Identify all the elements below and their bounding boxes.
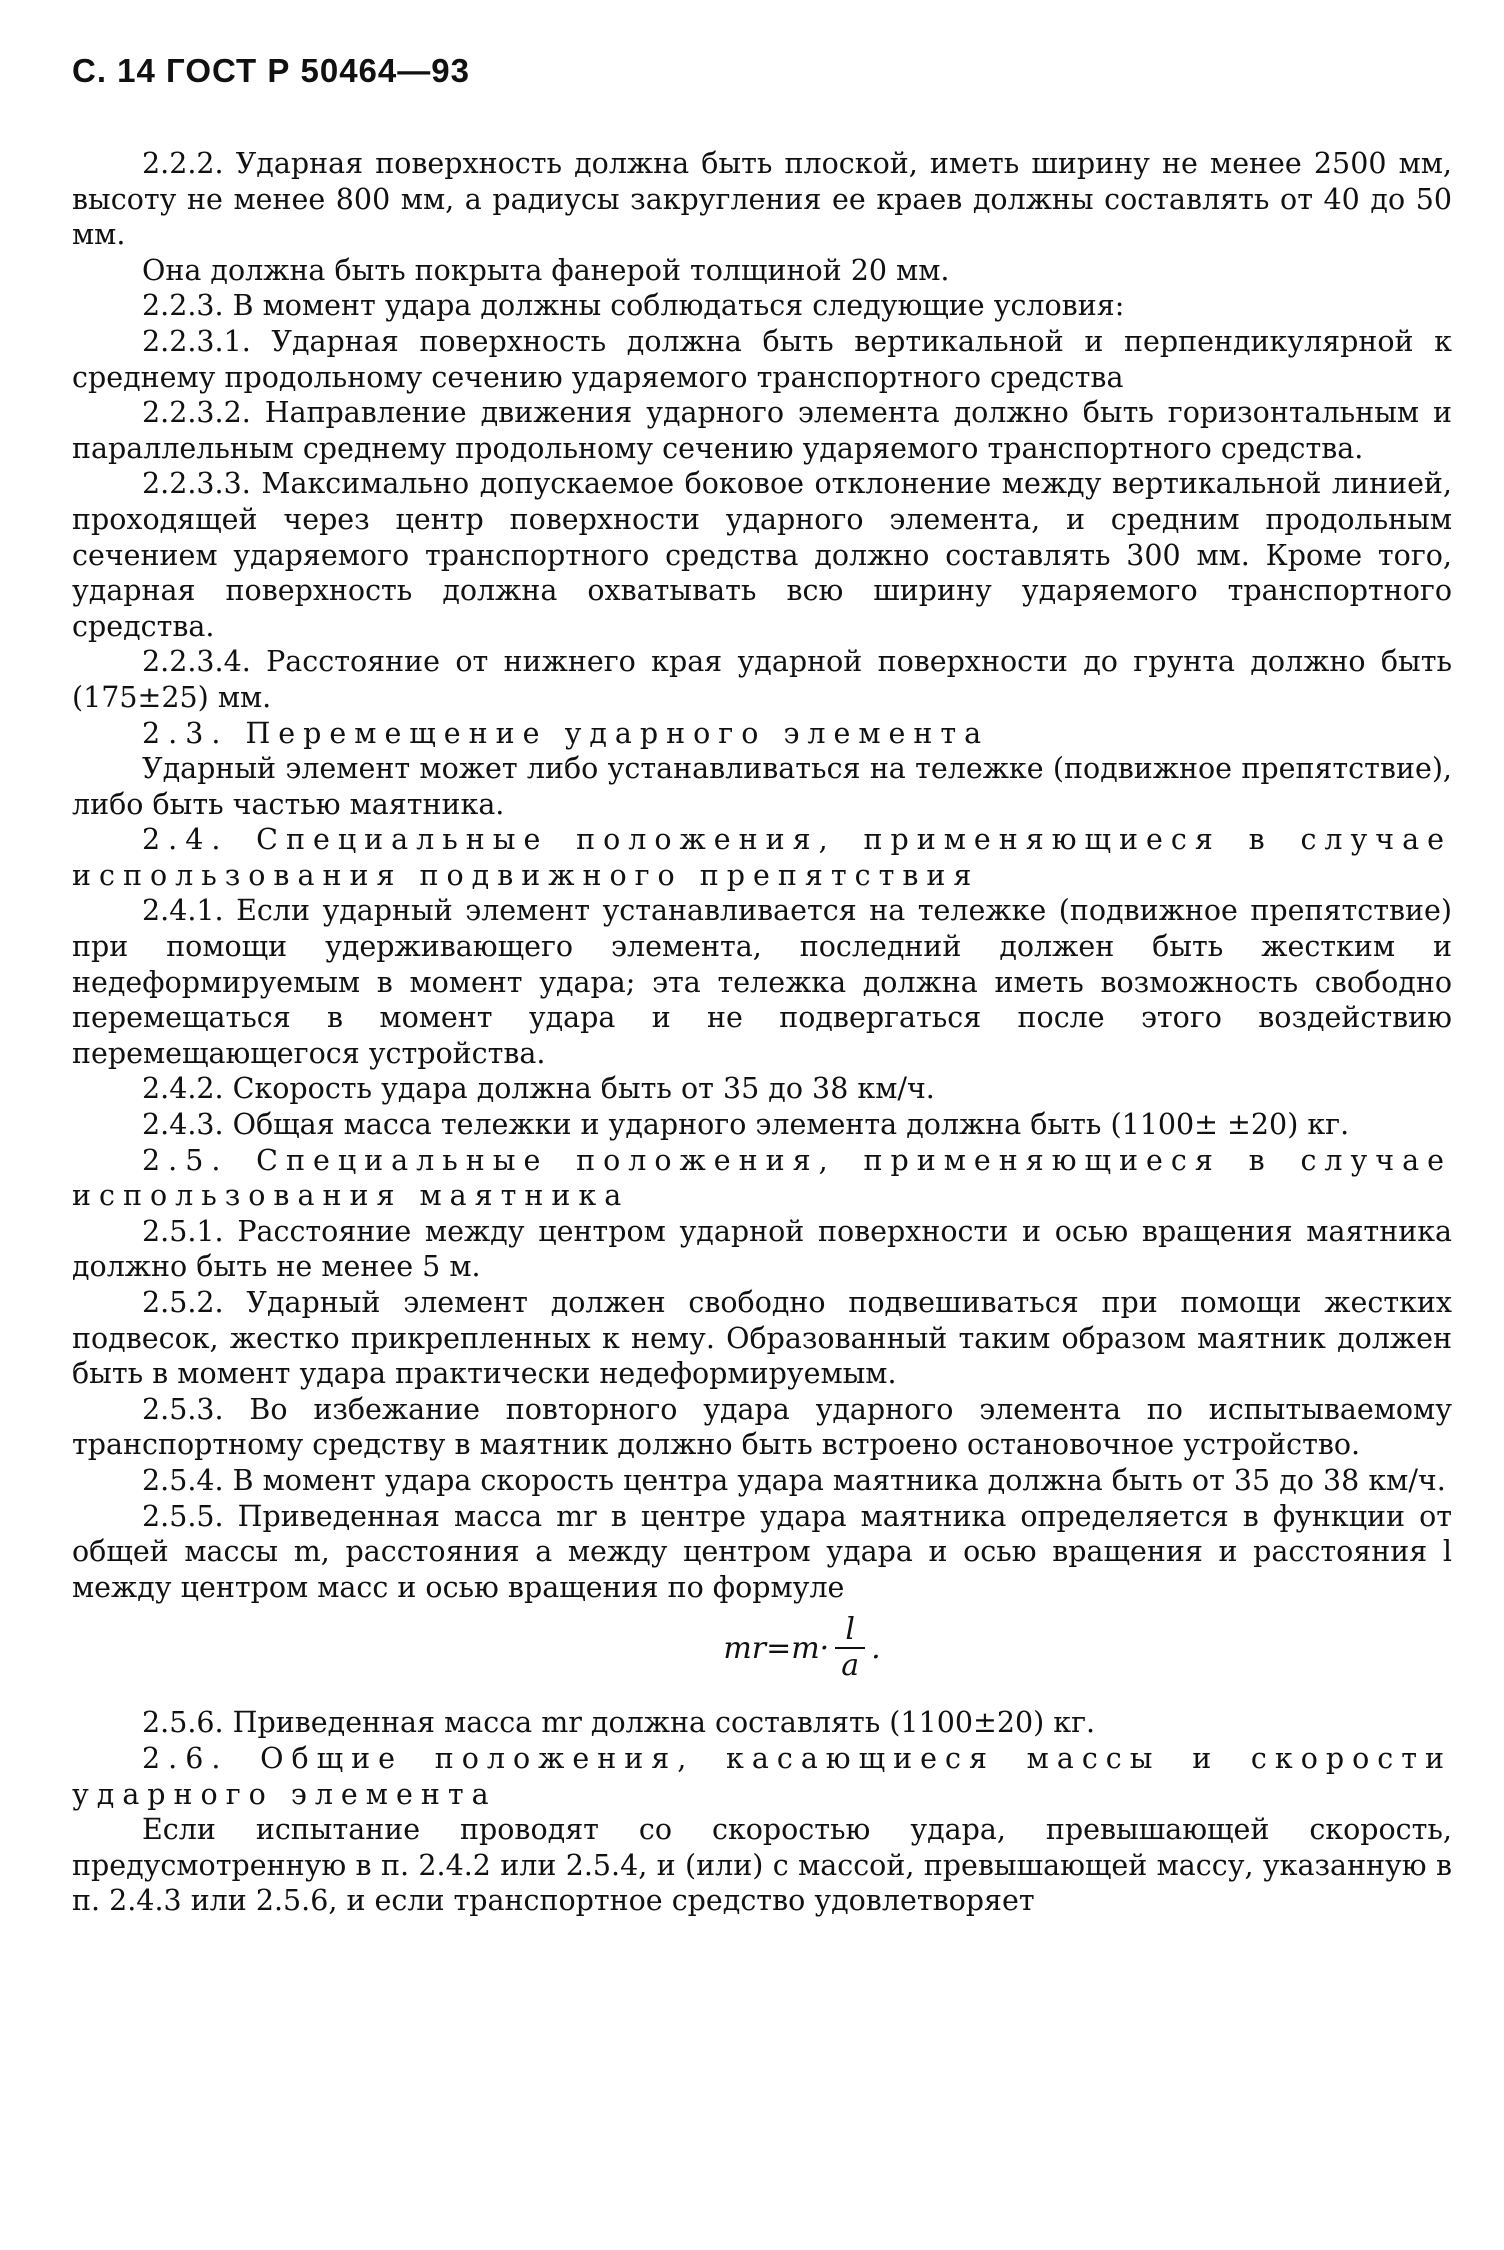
formula-lhs: mr=m·: [723, 1630, 830, 1666]
paragraph-2-2-3: 2.2.3. В момент удара должны соблюдаться следующие условия:: [142, 289, 1125, 323]
section-heading-2-3: 2.3. Перемещение ударного элемента: [142, 716, 990, 750]
formula-end: .: [871, 1630, 881, 1666]
paragraph-2-2-3-1: 2.2.3.1. Ударная поверхность должна быть вертикальной и перпендикулярной к среднему продольному сечению ударяемого транспортного средства: [72, 324, 1452, 394]
formula-numerator: l: [835, 1613, 865, 1649]
paragraph-2-2-3-3: 2.2.3.3. Максимально допускаемое боковое отклонение между вертикальной линией, проходящей через центр поверхности ударного элемента, и средним продольным сечением ударяемого транспортного средства должно составлять 300 мм. Кроме того, ударная поверхность должна охватывать всю ширину ударяемого транспортного средства.: [72, 467, 1452, 643]
document-body: [72, 146, 1452, 1919]
paragraph-2-4-1: 2.4.1. Если ударный элемент устанавливается на тележке (подвижное препятствие) при помощи удерживающего элемента, последний должен быть жестким и недеформируемым в момент удара; эта тележка должна иметь возможность свободно перемещаться в момент удара и не подвергаться после этого воздействию перемещающегося устройства.: [72, 894, 1452, 1070]
paragraph-2-5-1: 2.5.1. Расстояние между центром ударной поверхности и осью вращения маятника должно быть не менее 5 м.: [72, 1214, 1452, 1284]
paragraph-2-6-body: Если испытание проводят со скоростью удара, превышающей скорость, предусмотренную в п. 2.4.2 или 2.5.4, и (или) с массой, превышающей массу, указанную в п. 2.4.3 или 2.5.6, и если транспортное средство удовлетворяет: [72, 1813, 1452, 1918]
paragraph-2-5-6: 2.5.6. Приведенная масса mr должна составлять (1100±20) кг.: [142, 1706, 1096, 1740]
section-heading-2-4: 2.4. Специальные положения, применяющиеся в случае использования подвижного препятствия: [72, 823, 1452, 892]
section-heading-2-6: 2.6. Общие положения, касающиеся массы и скорости ударного элемента: [72, 1741, 1452, 1811]
formula-denominator: a: [841, 1648, 860, 1684]
paragraph-2-5-5: 2.5.5. Приведенная масса mr в центре удара маятника определяется в функции от общей массы m, расстояния a между центром удара и осью вращения и расстояния l между центром масс и осью вращения по формуле: [72, 1499, 1452, 1604]
formula-fraction: [835, 1613, 865, 1683]
paragraph-2-2-2: 2.2.2. Ударная поверхность должна быть плоской, иметь ширину не менее 2500 мм, высоту не менее 800 мм, а радиусы закругления ее краев должны составлять от 40 до 50 мм.: [72, 147, 1452, 252]
paragraph-2-3-body: Ударный элемент может либо устанавливаться на тележке (подвижное препятствие), либо быть частью маятника.: [72, 752, 1452, 821]
paragraph-plywood: Она должна быть покрыта фанерой толщиной 20 мм.: [142, 253, 950, 287]
page-header: С. 14 ГОСТ Р 50464—93: [72, 52, 470, 89]
paragraph-2-2-3-4: 2.2.3.4. Расстояние от нижнего края ударной поверхности до грунта должно быть (175±25) мм.: [72, 645, 1452, 714]
paragraph-2-4-3: 2.4.3. Общая масса тележки и ударного элемента должна быть (1100± ±20) кг.: [142, 1108, 1350, 1142]
paragraph-2-5-4: 2.5.4. В момент удара скорость центра удара маятника должна быть от 35 до 38 км/ч.: [142, 1463, 1446, 1497]
paragraph-2-4-2: 2.4.2. Скорость удара должна быть от 35 до 38 км/ч.: [142, 1072, 935, 1106]
paragraph-2-5-2: 2.5.2. Ударный элемент должен свободно подвешиваться при помощи жестких подвесок, жестко прикрепленных к нему. Образованный таким образом маятник должен быть в момент удара практически недеформируемым.: [72, 1286, 1452, 1391]
paragraph-2-5-3: 2.5.3. Во избежание повторного удара ударного элемента по испытываемому транспортному средству в маятник должно быть встроено остановочное устройство.: [72, 1392, 1452, 1462]
section-heading-2-5: 2.5. Специальные положения, применяющиеся в случае использования маятника: [72, 1143, 1452, 1213]
paragraph-2-2-3-2: 2.2.3.2. Направление движения ударного элемента должно быть горизонтальным и параллельным среднему продольному сечению ударяемого транспортного средства.: [72, 396, 1452, 465]
reduced-mass-formula: [152, 1613, 1452, 1693]
